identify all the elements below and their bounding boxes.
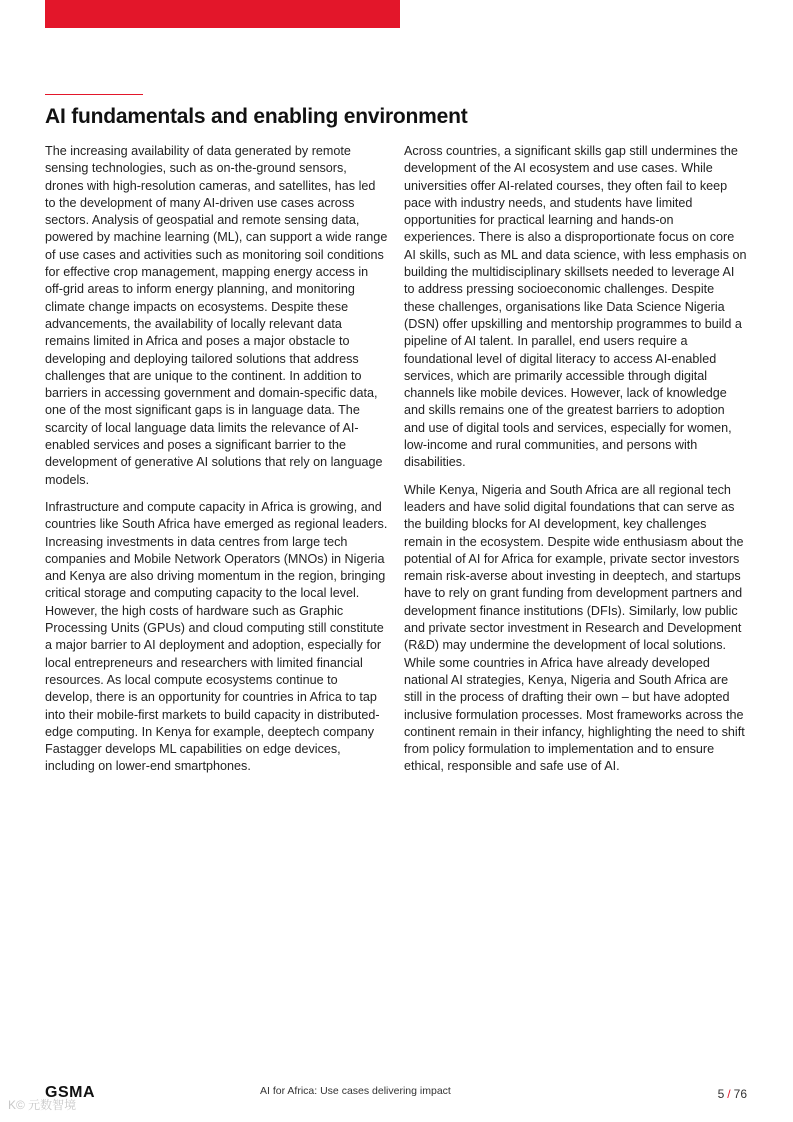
page-title: AI fundamentals and enabling environment [45, 105, 468, 128]
title-rule [45, 94, 143, 95]
footer-document-title: AI for Africa: Use cases delivering impact [260, 1085, 451, 1097]
right-column [404, 143, 747, 786]
left-column [45, 143, 388, 786]
page-separator: / [727, 1087, 731, 1101]
paragraph: The increasing availability of data generated by remote sensing technologies, such as on-the-ground sensors, drones with high-resolution cameras, and satellites, has led to the development of many AI-driven use cases across sectors. Analysis of geospatial and remote sensing data, powered by machine learning (ML), can support a wide range of use cases and activities such as monitoring soil conditions for effective crop management, mapping energy access in off-grid areas to inform energy planning, and monitoring climate change impacts on ecosystems. Despite these advancements, the availability of locally relevant data remains limited in Africa and poses a major obstacle to developing and deploying tailored solutions that address challenges that are unique to the continent. In addition to barriers in accessing government and domain-specific data, one of the most significant gaps is in language data. The scarcity of local language data limits the relevance of AI-enabled services and poses a significant barrier to the development of generative AI solutions that rely on language models. [45, 144, 388, 487]
paragraph: Across countries, a significant skills gap still undermines the development of the AI ecosystem and use cases. While universities offer AI-related courses, they often fail to keep pace with industry needs, and students have limited opportunities for practical learning and hands-on experiences. There is also a disproportionate focus on core AI skills, such as ML and data science, with less emphasis on building the multidisciplinary skillsets needed to leverage AI to address pressing socioeconomic challenges. Despite these challenges, organisations like Data Science Nigeria (DSN) offer upskilling and mentorship programmes to build a pipeline of AI talent. In parallel, end users require a foundational level of digital literacy to access AI-enabled services, which are primarily accessible through digital channels like mobile devices. However, lack of knowledge and skills remains one of the greatest barriers to adoption and use of digital tools and services, especially for women, low-income and rural communities, and persons with disabilities. [404, 144, 747, 470]
page-number [718, 1087, 747, 1101]
gsma-logo: GSMA [45, 1084, 95, 1101]
paragraph: Infrastructure and compute capacity in Africa is growing, and countries like South Africa have emerged as regional leaders. Increasing investments in data centres from large tech companies and Mobile Network Operators (MNOs) in Nigeria and Kenya are also driving momentum in the region, bringing critical storage and computing capacity to the local level. However, the high costs of hardware such as Graphic Processing Units (GPUs) and cloud computing still constitute a major barrier to AI deployment and adoption, especially for local entrepreneurs and researchers with limited financial resources. As local compute ecosystems continue to develop, there is an opportunity for countries in Africa to tap into their mobile-first markets to build capacity in distributed-edge computing. In Kenya for example, deeptech company Fastagger develops ML capabilities on edge devices, including on lower-end smartphones. [45, 499, 388, 774]
page-current: 5 [717, 1087, 725, 1101]
page-total: 76 [733, 1087, 747, 1101]
watermark: K© 元数智境 [8, 1098, 77, 1112]
paragraph: While Kenya, Nigeria and South Africa are all regional tech leaders and have solid digital foundations that can serve as the building blocks for AI development, key challenges remain in the ecosystem. Despite wide enthusiasm about the potential of AI for Africa for example, private sector investors remain risk-averse about investing in deeptech, and startups have to rely on grant funding from development partners and development finance institutions (DFIs). Similarly, low public and private sector investment in Research and Development (R&D) may undermine the development of local solutions. While some countries in Africa have already developed national AI strategies, Kenya, Nigeria and South Africa are still in the process of drafting their own – but have adopted inclusive formulation processes. Most frameworks across the continent remain in their infancy, highlighting the need to shift from policy formulation to implementation and to ensure ethical, responsible and safe use of AI. [404, 482, 745, 774]
header-accent-bar [45, 0, 400, 28]
